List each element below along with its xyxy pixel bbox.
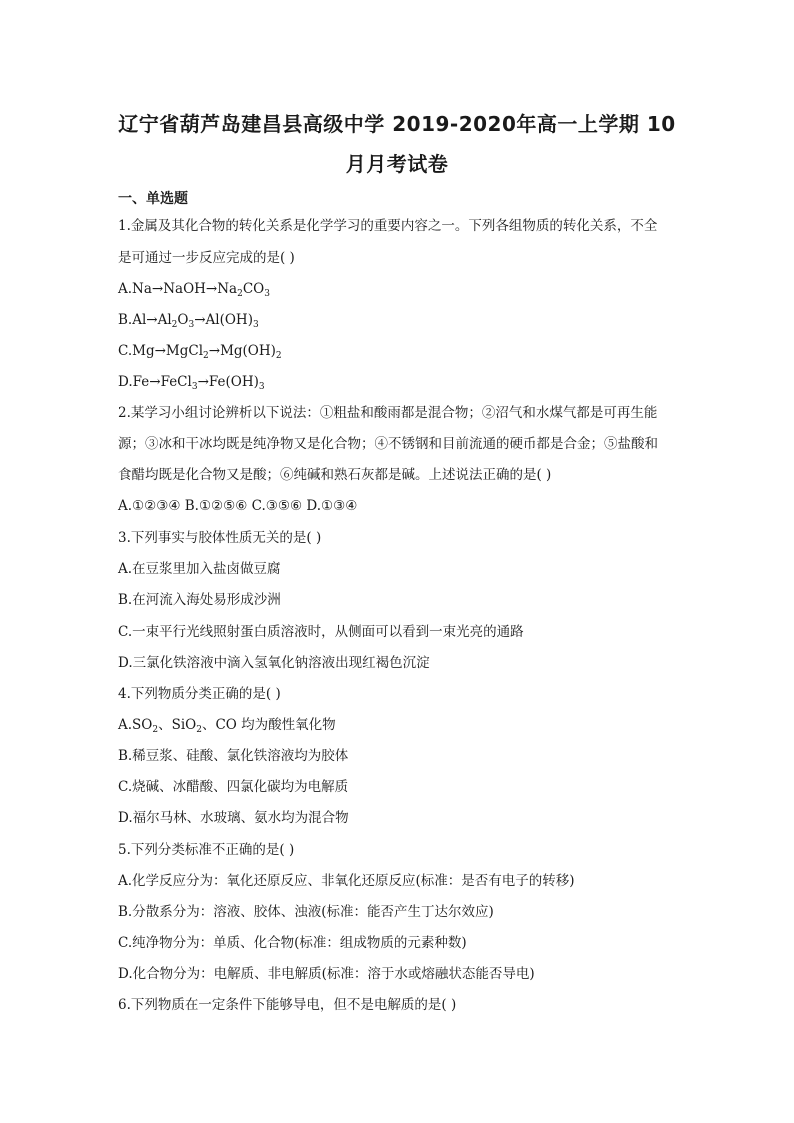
text-line: B.在河流入海处易形成沙洲 xyxy=(118,592,281,608)
text-line: $A.Na\to NaOH\to Na_2CO_3$ xyxy=(118,281,270,299)
text-line: $B.Al\to Al_2O_3\to Al(OH)_3$ xyxy=(118,312,259,330)
text-line: D.化合物分为：电解质、非电解质(标准：溶于水或熔融状态能否导电) xyxy=(118,966,535,982)
text-line: 是可通过一步反应完成的是( ) xyxy=(118,250,295,266)
text-line: C.烧碱、冰醋酸、四氯化碳均为电解质 xyxy=(118,779,349,795)
text-line: $C.Mg\to MgCl_2\to Mg(OH)_2$ xyxy=(118,343,282,361)
text-line: $D.Fe\to FeCl_3\to Fe(OH)_3$ xyxy=(118,374,265,392)
text-line: A.化学反应分为：氧化还原反应、非氧化还原反应(标准：是否有电子的转移) xyxy=(118,873,575,889)
text-line: 食醋均既是化合物又是酸；⑥纯碱和熟石灰都是碱。上述说法正确的是( ) xyxy=(118,467,552,483)
text-line: $A.SO_2$、SiO$_2$、CO 均为酸性氧化物 xyxy=(118,717,336,735)
text-line: C.一束平行光线照射蛋白质溶液时，从侧面可以看到一束光亮的通路 xyxy=(118,624,524,640)
text-line: 2.某学习小组讨论辨析以下说法：①粗盐和酸雨都是混合物；②沼气和水煤气都是可再生能 xyxy=(118,405,658,421)
text-line: 1.金属及其化合物的转化关系是化学学习的重要内容之一。下列各组物质的转化关系，不全 xyxy=(118,218,658,234)
text-line: D.福尔马林、水玻璃、氨水均为混合物 xyxy=(118,810,349,826)
text-line: 4.下列物质分类正确的是( ) xyxy=(118,686,281,702)
text-line: D.三氯化铁溶液中滴入氢氧化钠溶液出现红褐色沉淀 xyxy=(118,655,430,671)
text-line: 3.下列事实与胶体性质无关的是( ) xyxy=(118,530,322,546)
text-line: C.纯净物分为：单质、化合物(标准：组成物质的元素种数) xyxy=(118,935,467,951)
text-line: B.稀豆浆、硅酸、氯化铁溶液均为胶体 xyxy=(118,748,349,764)
text-line: B.分散系分为：溶液、胶体、浊液(标准：能否产生丁达尔效应) xyxy=(118,904,494,920)
text-line: 6.下列物质在一定条件下能够导电，但不是电解质的是( ) xyxy=(118,997,457,1013)
text-line: 5.下列分类标准不正确的是( ) xyxy=(118,842,295,858)
text-line: A.在豆浆里加入盐卤做豆腐 xyxy=(118,561,281,577)
document-title-line-1: 辽宁省葫芦岛建昌县高级中学 2019-2020年高一上学期 10 xyxy=(118,112,676,136)
section-heading: 一、单选题 xyxy=(118,191,188,207)
document-title-line-2: 月月考试卷 xyxy=(345,152,449,176)
text-line: A.①②③④ B.①②⑤⑥ C.③⑤⑥ D.①③④ xyxy=(118,498,358,514)
text-line: 源；③冰和干冰均既是纯净物又是化合物；④不锈钢和目前流通的硬币都是合金；⑤盐酸和 xyxy=(118,436,658,452)
